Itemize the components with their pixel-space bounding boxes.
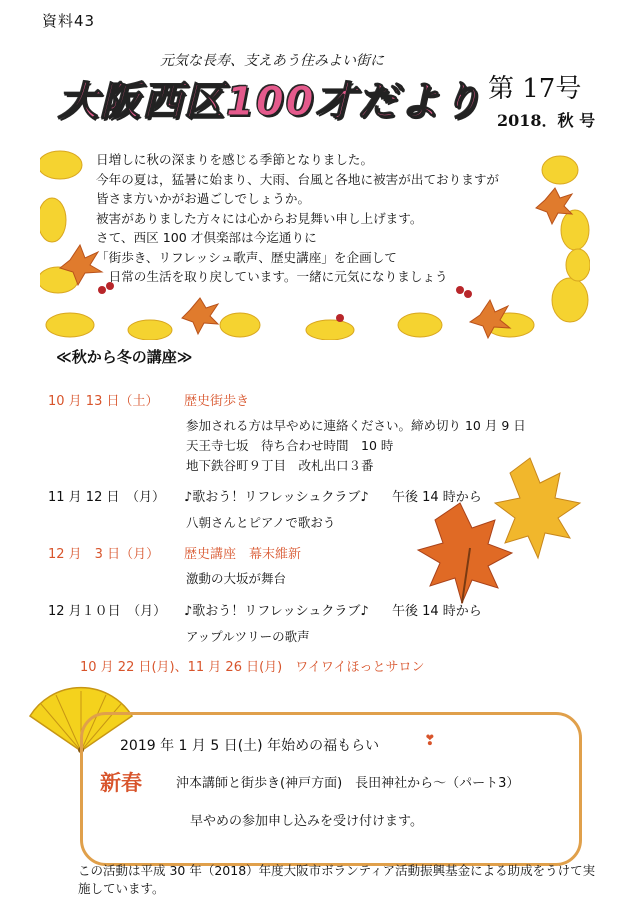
event-title: ♪歌おう！リフレッシュクラブ♪ bbox=[184, 604, 369, 619]
message-line: 日常の生活を取り戻しています。一緒に元気になりましょう bbox=[96, 269, 448, 284]
heart-icon: ❣ bbox=[424, 733, 436, 749]
new-year-date: 2019 年 1 月 5 日(土) 年始めの福もらい bbox=[120, 738, 380, 754]
event-time: 午後 14 時から bbox=[392, 490, 482, 505]
event-detail: 激動の大坂が舞台 bbox=[186, 571, 287, 586]
event-detail: 参加される方は早やめに連絡ください。締め切り 10 月 9 日 bbox=[186, 418, 526, 433]
maple-leaves-illustration bbox=[410, 448, 590, 608]
message-line: 日増しに秋の深まりを感じる季節となりました。 bbox=[96, 152, 374, 167]
event-detail: アップルツリーの歌声 bbox=[186, 629, 310, 644]
message-line: さて、西区 100 才倶楽部は今迄通りに bbox=[96, 230, 317, 245]
message-line: 皆さま方いかがお過ごしでしょうか。 bbox=[96, 191, 311, 206]
new-year-label: 新春 bbox=[100, 771, 142, 795]
event-detail: 天王寺七坂 待ち合わせ時間 10 時 bbox=[186, 438, 394, 453]
event-date: 12 月 3 日（月） bbox=[48, 547, 160, 562]
issue-number: 第 17号 bbox=[488, 74, 582, 104]
funding-note: この活動は平成 30 年（2018）年度大阪市ボランティア活動振興基金による助成をうけて実施しています。 bbox=[78, 863, 596, 896]
greeting-message bbox=[96, 150, 499, 287]
new-year-description: 沖本講師と街歩き(神戸方面) 長田神社から〜（パート3） bbox=[176, 776, 520, 791]
event-title: 歴史街歩き bbox=[184, 394, 250, 409]
newsletter-title: 大阪西区100才だより bbox=[58, 79, 484, 125]
event-time: 午後 14 時から bbox=[392, 604, 482, 619]
slogan: 元気な長寿、支えあう住みよい街に bbox=[160, 53, 384, 69]
event-date: 10 月 13 日（土） bbox=[48, 394, 159, 409]
event-title: ♪歌おう！リフレッシュクラブ♪ bbox=[184, 490, 369, 505]
message-line: 「街歩き、リフレッシュ歌声、歴史講座」を企画して bbox=[96, 249, 397, 265]
document-label: 資料43 bbox=[42, 12, 96, 30]
event-date: 12 月１０日 （月） bbox=[48, 604, 167, 619]
event-detail: 地下鉄谷町９丁目 改札出口３番 bbox=[186, 458, 374, 473]
issue-season: 2018．秋 号 bbox=[497, 111, 596, 130]
message-line: 被害がありました方々には心からお見舞い申し上げます。 bbox=[96, 210, 423, 226]
section-heading: ≪秋から冬の講座≫ bbox=[56, 348, 193, 366]
new-year-note: 早やめの参加申し込みを受け付けます。 bbox=[190, 814, 423, 829]
event-detail: 八朝さんとピアノで歌おう bbox=[186, 515, 336, 530]
message-line: 今年の夏は，猛暑に始まり、大雨、台風と各地に被害が出ておりますが bbox=[96, 171, 499, 187]
event-title: 歴史講座 幕末維新 bbox=[184, 547, 302, 562]
event-date: 11 月 12 日 （月） bbox=[48, 490, 165, 505]
salon-schedule: 10 月 22 日(月)、11 月 26 日(月) ワイワイほっとサロン bbox=[80, 660, 425, 675]
